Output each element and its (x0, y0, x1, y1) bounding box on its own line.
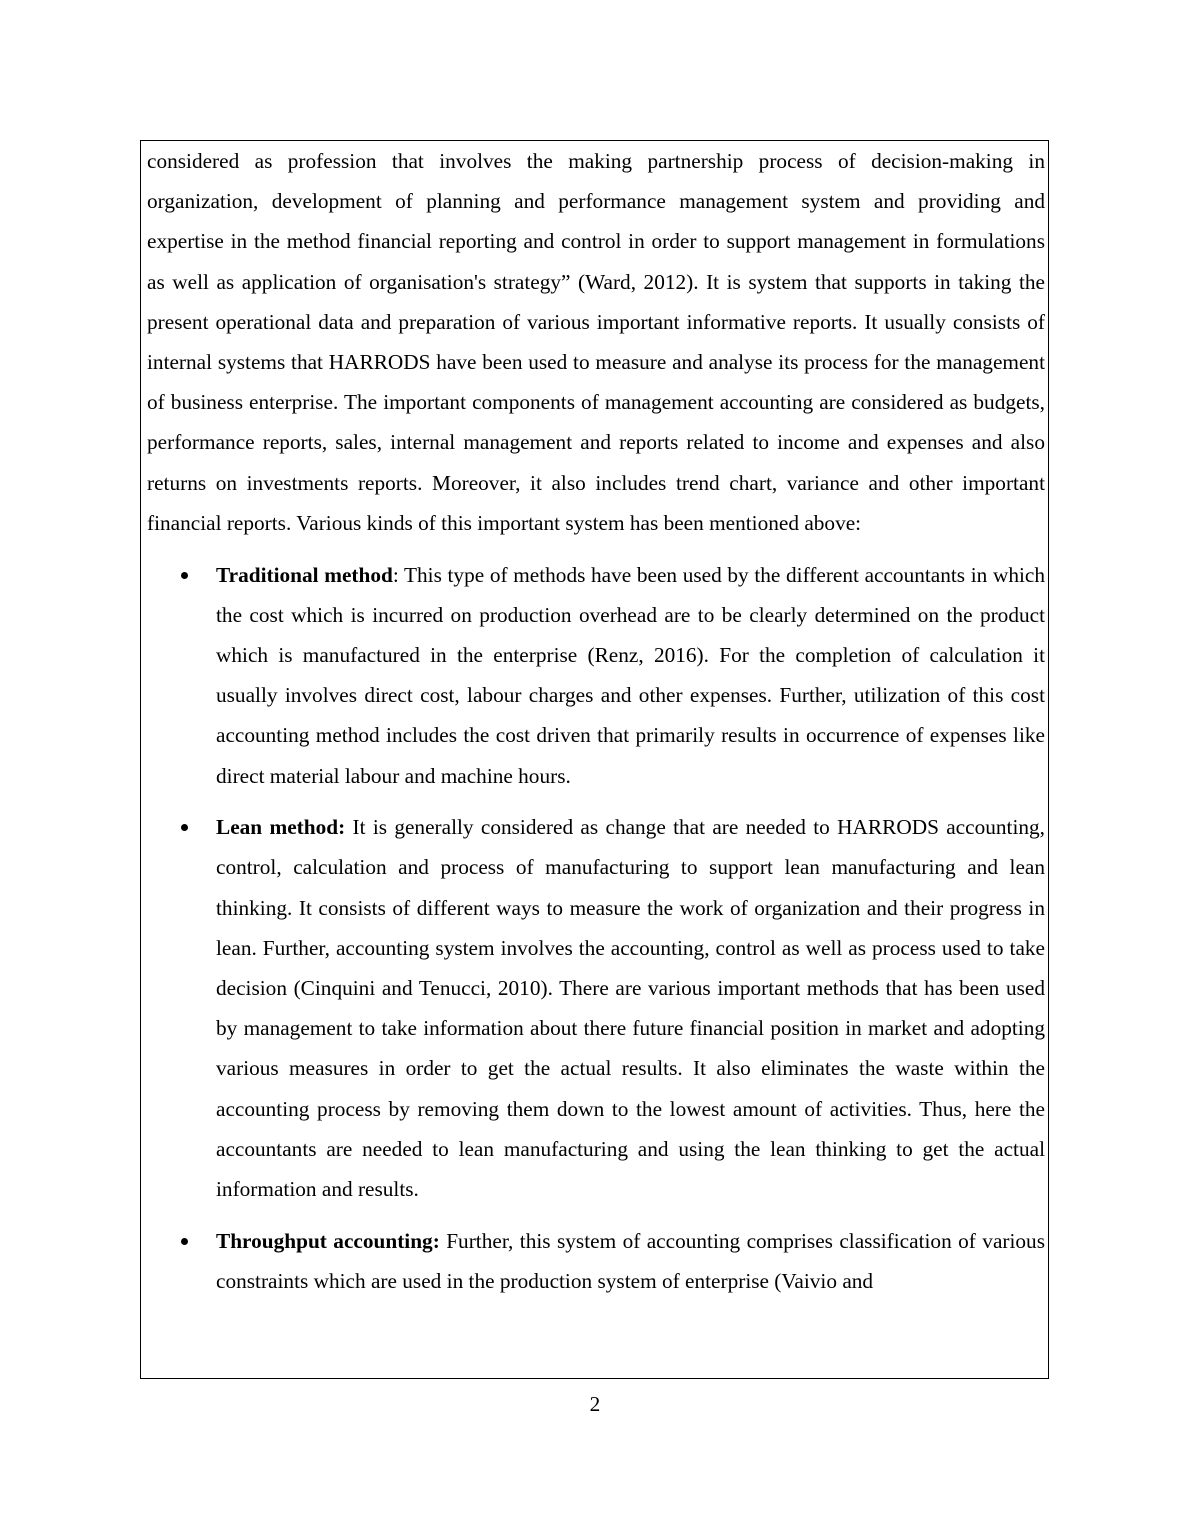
bullet-text: : This type of methods have been used by the different accountants in which the cost which is incurred on production overhead are to be clearly determined on the product which is manufactured in the enterprise (Renz, 2016). For the completion of calculation it usually involves direct cost, labour charges and other expenses. Further, utilization of this cost accounting method includes the cost driven that primarily results in occurrence of expenses like direct material labour and machine hours. (216, 562, 1045, 788)
page-number: 2 (589, 1392, 601, 1416)
intro-paragraph: considered as profession that involves the making partnership process of decision-making in organization, development of planning and performance management system and providing and expertise in the method financial reporting and control in order to support management in formulations as well as application of organisation's strategy” (Ward, 2012). It is system that supports in taking the present operational data and preparation of various important informative reports. It usually consists of internal systems that HARRODS have been used to measure and analyse its process for the management of business enterprise. The important components of management accounting are considered as budgets, performance reports, sales, internal management and reports related to income and expenses and also returns on investments reports. Moreover, it also includes trend chart, variance and other important financial reports. Various kinds of this important system has been mentioned above: (147, 149, 1045, 535)
methods-list (147, 555, 1045, 1302)
bullet-term: Lean method: (216, 815, 346, 840)
bullet-icon (181, 1238, 188, 1245)
document-body (147, 141, 1045, 1301)
list-item (147, 555, 1045, 796)
bullet-text: Further, this system of accounting comprises classification of various constraints which are used in the production system of enterprise (Vaivio and (216, 1228, 1045, 1293)
bullet-icon (181, 572, 188, 579)
bullet-term: Traditional method (216, 562, 393, 587)
text-frame (140, 140, 1049, 1379)
list-item (147, 1221, 1045, 1301)
list-item (147, 807, 1045, 1209)
bullet-text: It is generally considered as change that are needed to HARRODS accounting, control, calculation and process of manufacturing to support lean manufacturing and lean thinking. It consists of different ways to measure the work of organization and their progress in lean. Further, accounting system involves the accounting, control as well as process used to take decision (Cinquini and Tenucci, 2010). There are various important methods that has been used by management to take information about there future financial position in market and adopting various measures in order to get the actual results. It also eliminates the waste within the accounting process by removing them down to the lowest amount of activities. Thus, here the accountants are needed to lean manufacturing and using the lean thinking to get the actual information and results. (216, 815, 1045, 1202)
bullet-icon (181, 824, 188, 831)
bullet-term: Throughput accounting: (216, 1228, 440, 1253)
